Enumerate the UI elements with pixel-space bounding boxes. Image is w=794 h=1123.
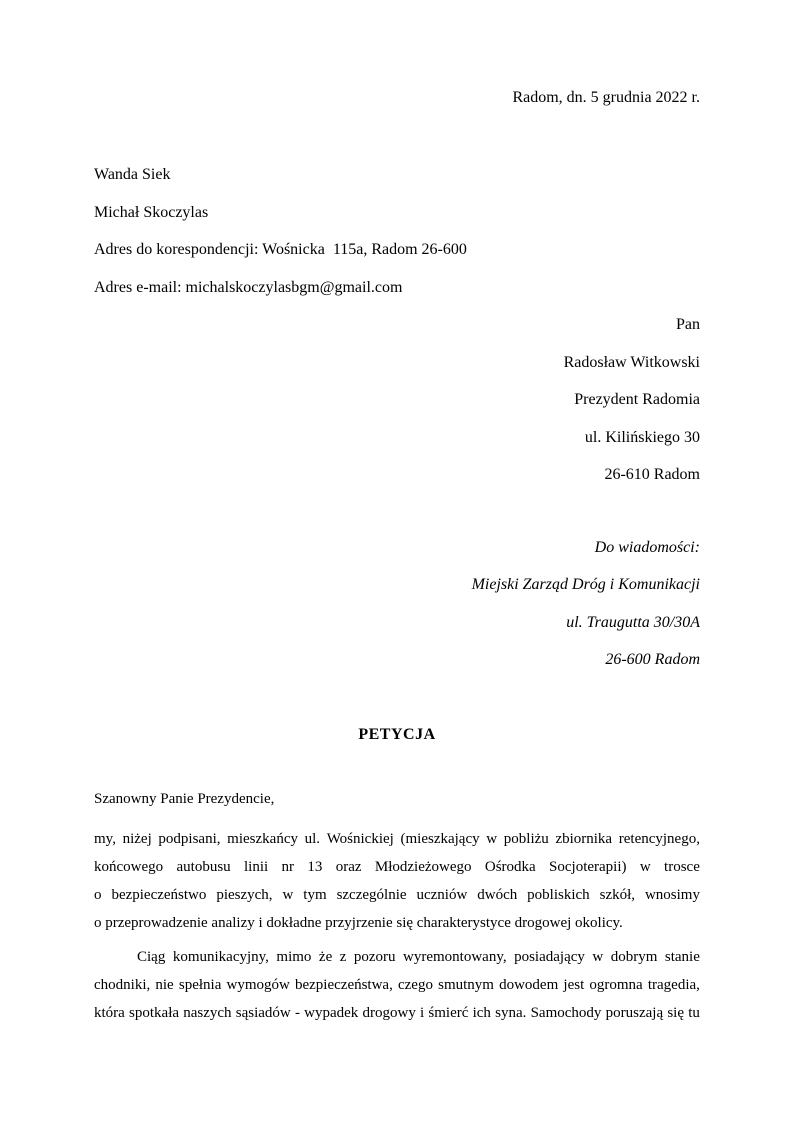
recipient-block (94, 306, 700, 494)
text-line: która spotkała naszych sąsiadów - wypadek drogowy i śmierć ich syna. Samochody poruszają się tu (94, 1005, 700, 1021)
text-line: Prezydent Radomia (574, 391, 700, 408)
salutation: Szanowny Panie Prezydencie, (94, 791, 275, 807)
date-line: Radom, dn. 5 grudnia 2022 r. (512, 89, 700, 106)
text-line: Ciąg komunikacyjny, mimo że z pozoru wyremontowany, posiadający w dobrym stanie (137, 949, 700, 965)
sender-block (94, 156, 700, 306)
petition-title: PETYCJA (358, 725, 436, 743)
text-line: Do wiadomości: (594, 538, 700, 556)
paragraph (94, 825, 700, 937)
text-line: my, niżej podpisani, mieszkańcy ul. Wośnickiej (mieszkający w pobliżu zbiornika retencyjnego, (94, 831, 700, 847)
text-line: Miejski Zarząd Dróg i Komunikacji (471, 576, 700, 593)
text-line: Adres e-mail: michalskoczylasbgm@gmail.com (94, 278, 403, 296)
paragraph (94, 943, 700, 1027)
text-line: 26-610 Radom (604, 466, 700, 483)
text-line: o przeprowadzenie analizy i dokładne przyjrzenie się charakterystyce drogowej okolicy. (94, 915, 623, 931)
text-line: Radosław Witkowski (563, 353, 700, 371)
cc-block (94, 529, 700, 679)
text-line: ul. Kilińskiego 30 (584, 428, 700, 446)
body-paragraphs (94, 825, 700, 1027)
text-line: Wanda Siek (94, 166, 171, 183)
text-line: Adres do korespondencji: Wośnicka 115a, Radom 26-600 (94, 241, 467, 258)
text-line: ul. Traugutta 30/30A (566, 613, 700, 631)
text-line: Michał Skoczylas (94, 203, 209, 221)
text-line: 26-600 Radom (605, 651, 700, 668)
text-line: końcowego autobusu linii nr 13 oraz Młodzieżowego Ośrodka Socjoterapii) w trosce (94, 859, 700, 875)
text-line: chodniki, nie spełnia wymogów bezpieczeństwa, czego smutnym dowodem jest ogromna tragedia, (94, 977, 700, 993)
text-line: o bezpieczeństwo pieszych, w tym szczególnie uczniów dwóch pobliskich szkół, wnosimy (94, 887, 700, 903)
text-line: Pan (676, 316, 700, 333)
